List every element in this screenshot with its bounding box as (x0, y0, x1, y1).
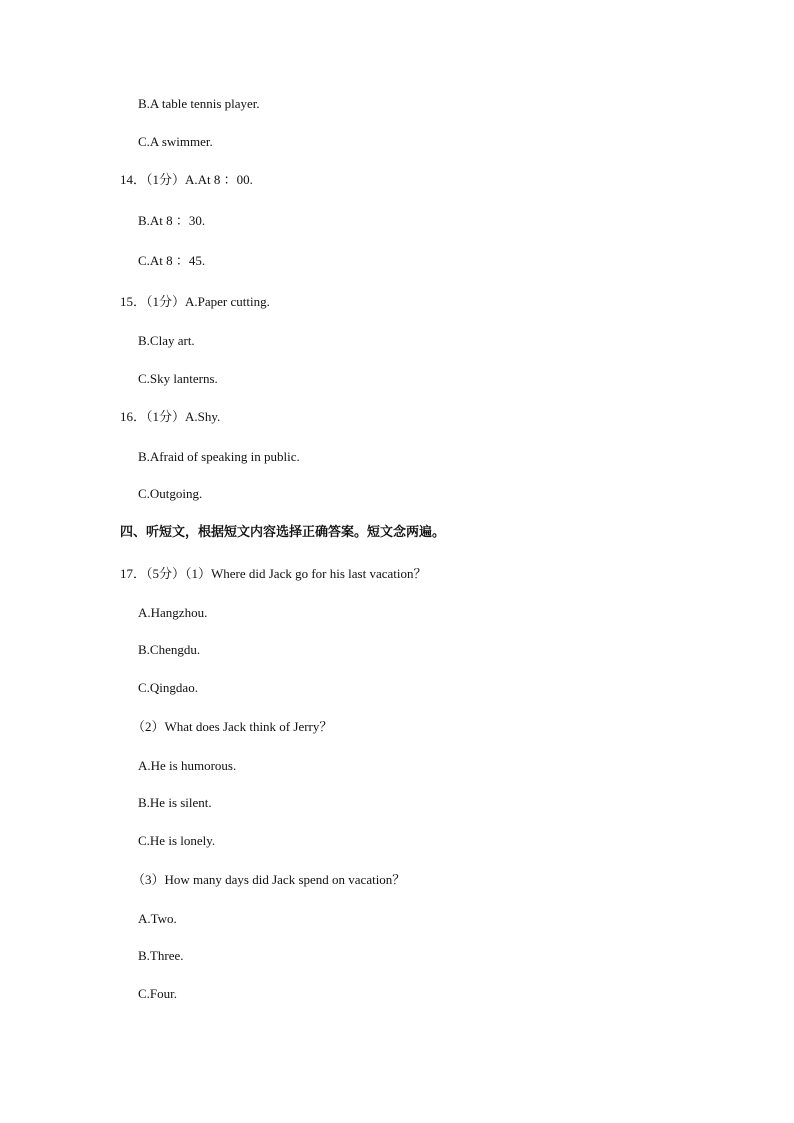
q15-option-a: 15．（1分）A.Paper cutting. (120, 294, 270, 309)
q17-sub2-option-b: B.He is silent. (138, 795, 212, 810)
q16-option-c: C.Outgoing. (138, 486, 203, 501)
q17-sub2-option-a: A.He is humorous. (138, 758, 237, 773)
q17-sub1-option-c: C.Qingdao. (138, 680, 198, 695)
q16-option-b: B.Afraid of speaking in public. (138, 449, 300, 464)
q17-sub2-option-c: C.He is lonely. (138, 833, 216, 848)
section-four-heading: 四、听短文，根据短文内容选择正确答案。短文念两遍。 (120, 525, 446, 540)
q14-option-c: C.At 8 ：45. (138, 253, 206, 268)
q17-sub2-question: （2）What does Jack think of Jerry？ (132, 719, 333, 734)
q17-sub3-option-b: B.Three. (138, 948, 184, 963)
q15-option-c: C.Sky lanterns. (138, 371, 218, 386)
q17-sub1-option-b: B.Chengdu. (138, 642, 201, 657)
q17-sub3-question: （3）How many days did Jack spend on vacation？ (132, 872, 406, 887)
q17-sub1-option-a: A.Hangzhou. (138, 605, 208, 620)
q14-option-a: 14．（1分）A.At 8 ：00. (120, 172, 253, 187)
q15-option-b: B.Clay art. (138, 333, 195, 348)
q14-option-b: B.At 8 ：30. (138, 213, 206, 228)
q17-sub1-question: 17．（5分）（1）Where did Jack go for his last vacation？ (120, 566, 427, 581)
q13-option-c: C.A swimmer. (138, 134, 213, 149)
q17-sub3-option-c: C.Four. (138, 986, 178, 1001)
q16-option-a: 16．（1分）A.Shy. (120, 409, 221, 424)
q17-sub3-option-a: A.Two. (138, 911, 177, 926)
q13-option-b: B.A table tennis player. (138, 96, 260, 111)
